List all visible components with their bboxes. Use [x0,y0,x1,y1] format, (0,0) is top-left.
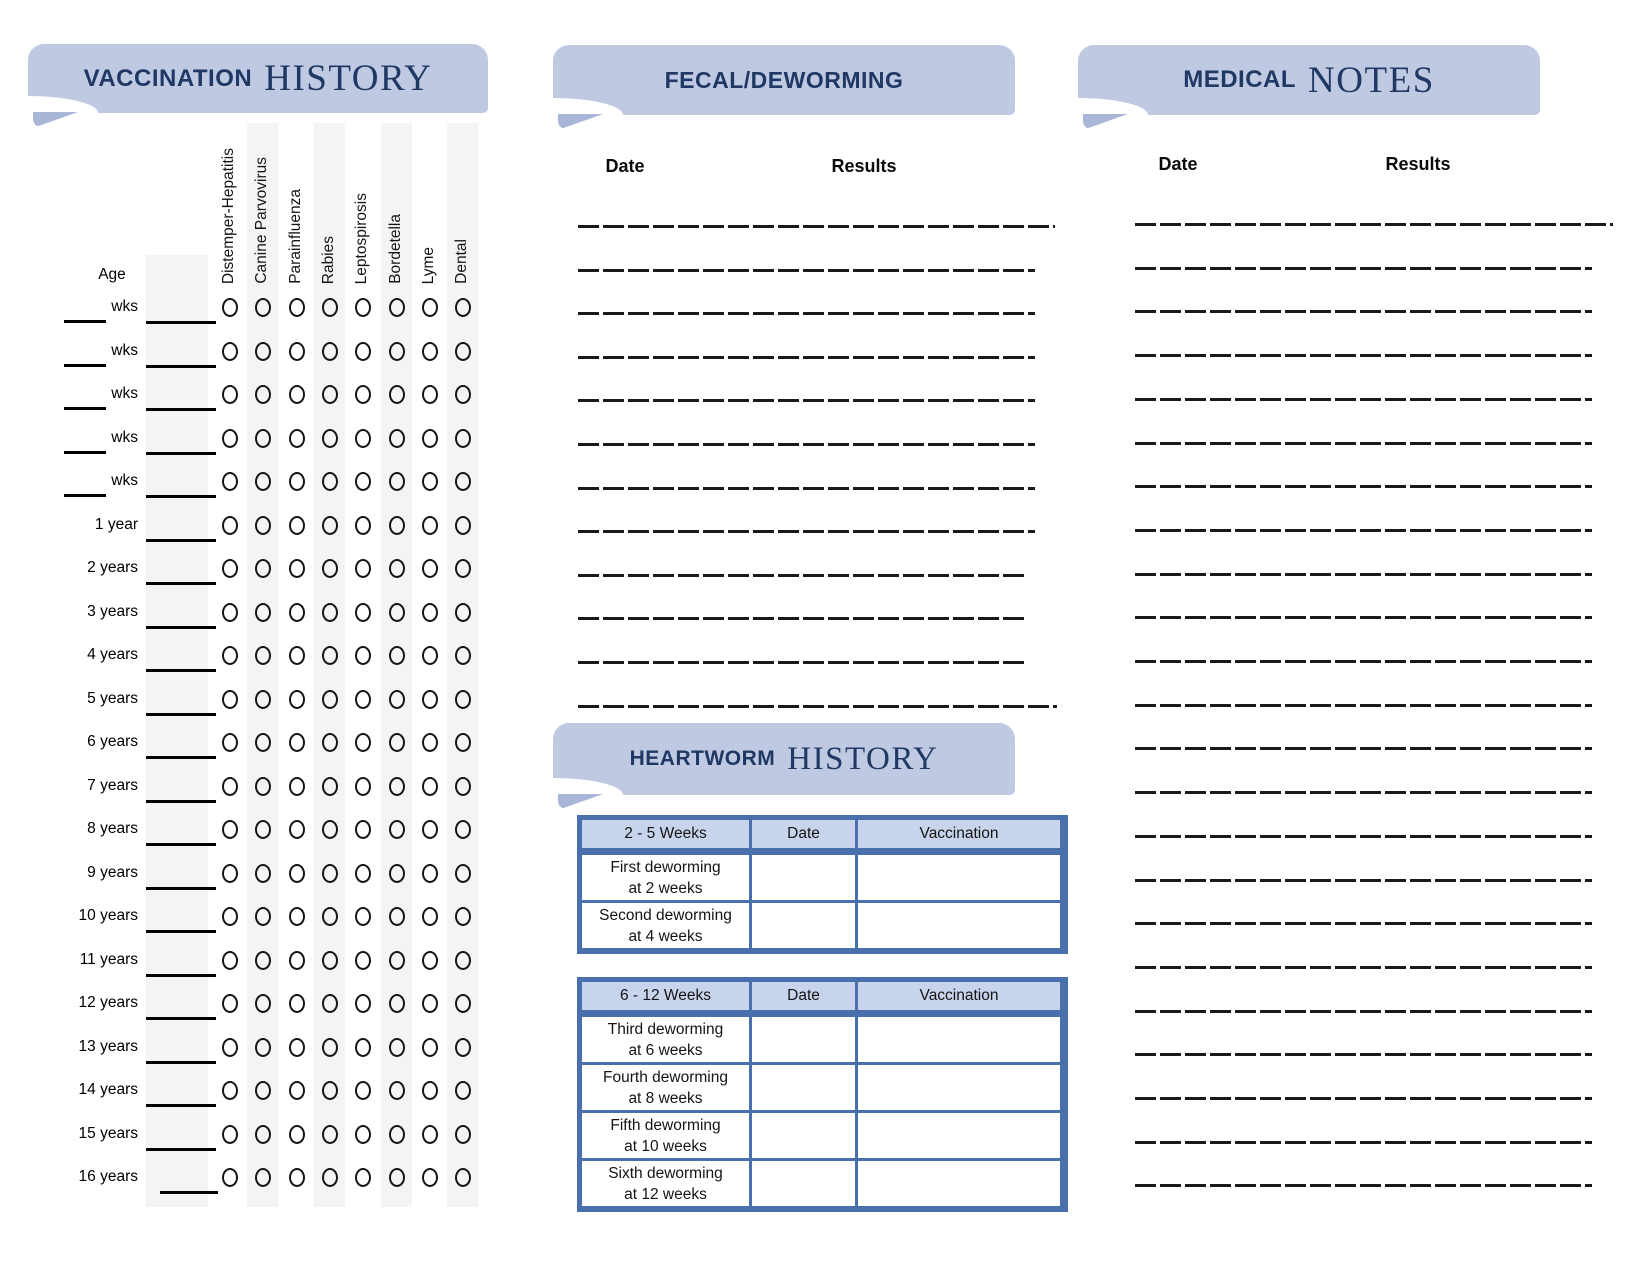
age-row-label: wks [111,385,138,402]
vaccine-column-label-rabies: Rabies [320,235,337,284]
medical-note-line[interactable] [1135,704,1592,707]
age-row-label: 1 year [94,516,138,533]
medical-note-line[interactable] [1135,1053,1592,1056]
deworming-label-cell: Second deworming at 4 weeks [582,903,752,948]
age-column-header: Age [98,266,126,283]
vaccine-column-label-bordetella: Bordetella [387,214,404,284]
heartworm-column-header: 6 - 12 Weeks [582,982,752,1017]
vaccine-column-label-leptospirosis: Leptospirosis [353,192,370,284]
medical-results-header: Results [1385,154,1451,174]
age-row-label: 12 years [78,994,138,1011]
medical-note-line[interactable] [1135,791,1592,794]
vaccine-column-label-distemper-hepatitis: Distemper-Hepatitis [220,147,237,284]
age-row-label: wks [111,429,138,446]
age-row-label: 3 years [87,603,138,620]
heartworm-column-header: 2 - 5 Weeks [582,820,752,855]
medical-note-line[interactable] [1135,616,1592,619]
heartworm-column-header: Date [752,982,858,1017]
medical-note-line[interactable] [1135,398,1592,401]
medical-date-header: Date [1158,154,1198,174]
age-row-label: 8 years [87,820,138,837]
age-row-label: 10 years [78,907,138,924]
medical-note-line[interactable] [1135,879,1592,882]
age-row-label: 2 years [87,559,138,576]
medical-note-line[interactable] [1135,485,1592,488]
age-row-label: 14 years [78,1081,138,1098]
medical-note-line[interactable] [1135,966,1592,969]
heartworm-title-caps: HEARTWORM [629,747,776,770]
medical-note-line[interactable] [1135,1184,1592,1187]
heartworm-title-serif: HISTORY [787,740,939,777]
heartworm-column-header: Vaccination [858,820,1060,855]
fecal-title-caps: FECAL/DEWORMING [664,66,904,93]
age-row-label: 5 years [87,690,138,707]
medical-note-line[interactable] [1135,660,1592,663]
medical-note-line[interactable] [1135,922,1592,925]
medical-note-line[interactable] [1135,1097,1592,1100]
medical-title-serif: NOTES [1308,59,1435,101]
age-row-label: 15 years [78,1125,138,1142]
deworming-label-cell: Third deworming at 6 weeks [582,1017,752,1065]
age-row-label: 13 years [78,1038,138,1055]
age-row-label: wks [111,342,138,359]
medical-note-line[interactable] [1135,310,1592,313]
vaccine-column-label-canine-parvovirus: Canine Parvovirus [253,157,270,284]
fecal-date-header: Date [605,156,645,176]
age-row-label: wks [111,472,138,489]
age-row-label: 11 years [79,951,138,968]
medical-note-line[interactable] [1135,1141,1592,1144]
vaccine-column-label-dental: Dental [453,239,470,284]
age-row-label: 9 years [87,864,138,881]
vaccination-title-caps: VACCINATION [83,64,253,92]
medical-title-caps: MEDICAL [1183,66,1297,93]
medical-note-line[interactable] [1135,354,1592,357]
medical-note-line[interactable] [1135,267,1592,270]
heartworm-column-header: Date [752,820,858,855]
heartworm-column-header: Vaccination [858,982,1060,1017]
vaccine-column-label-parainfluenza: Parainfluenza [287,189,304,284]
age-row-label: 4 years [87,646,138,663]
deworming-label-cell: Fourth deworming at 8 weeks [582,1065,752,1113]
medical-note-line[interactable] [1135,835,1592,838]
deworming-label-cell: Sixth deworming at 12 weeks [582,1161,752,1206]
medical-note-line[interactable] [1135,573,1592,576]
age-row-label: 6 years [87,733,138,750]
medical-note-line[interactable] [1135,1010,1592,1013]
medical-note-line[interactable] [1135,223,1613,226]
deworming-label-cell: First deworming at 2 weeks [582,855,752,903]
age-row-label: 7 years [87,777,138,794]
medical-note-line[interactable] [1135,747,1592,750]
age-row-label: wks [111,298,138,315]
fecal-results-header: Results [831,156,897,176]
deworming-label-cell: Fifth deworming at 10 weeks [582,1113,752,1161]
medical-note-line[interactable] [1135,442,1592,445]
vaccination-title-serif: HISTORY [264,58,433,99]
vaccine-column-label-lyme: Lyme [420,246,437,284]
age-row-label: 16 years [78,1168,138,1185]
medical-note-line[interactable] [1135,529,1592,532]
